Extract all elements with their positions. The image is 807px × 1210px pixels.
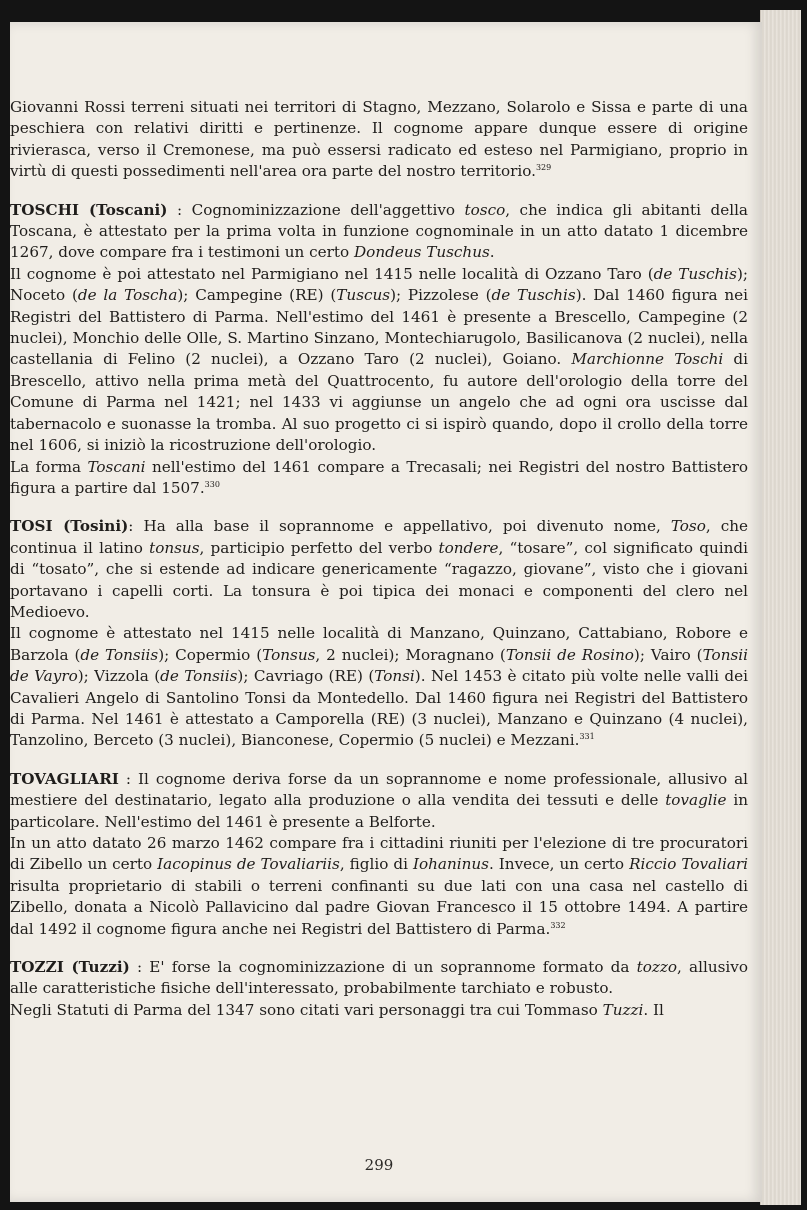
text: di Brescello, attivo nella prima metà del Quattrocento, fu autore dell'orologio della torre del Comune di Parma nel 1421; nel 1433 vi aggiunse un angelo che ad ogni ora uscisse dal tabernacolo e suonasse la tromba. Al suo progetto ci si ispirò quando, dopo il crollo della torre nel 1606, si iniziò la ricostruzione dell'orologio.	[10, 350, 748, 455]
text: ); Campegine (RE) (	[177, 286, 337, 305]
entry-rossi-continuation	[10, 97, 748, 183]
entry-tozzi	[10, 957, 748, 1021]
italic-text: Iacopinus de Tovaliariis	[157, 855, 340, 874]
text: : Ha alla base il soprannome e appellativo, poi divenuto nome,	[128, 517, 671, 536]
text: nell'estimo del 1461 compare a Trecasali; nei Registri del nostro Battistero figura a partire dal 1507.	[10, 457, 748, 497]
page-edges	[760, 10, 801, 1205]
entry-heading: TOZZI (Tuzzi)	[10, 958, 130, 977]
text: ); Noceto (	[10, 264, 748, 305]
text: , che continua il latino	[10, 517, 748, 557]
italic-text: tonsus	[149, 538, 200, 557]
italic-text: de Tuschis	[491, 286, 576, 305]
book-page	[10, 22, 762, 1202]
paragraph	[10, 516, 748, 623]
text: Il cognome è attestato nel 1415 nelle località di Manzano, Quinzano, Cattabiano, Robore e Barzola (	[10, 624, 748, 664]
italic-text: de la Toscha	[77, 286, 178, 305]
text: ); Vizzola (	[77, 667, 161, 686]
entry-tovagliari	[10, 769, 748, 940]
text: : E' forse la cognominizzazione di un soprannome formato da	[129, 958, 637, 977]
italic-text: Tonsii de Vayro	[10, 645, 748, 686]
text: . Il	[643, 1000, 664, 1019]
italic-text: Tuzzi	[602, 1000, 644, 1019]
text: . Invece, un certo	[488, 855, 630, 874]
entry-heading: TOSI (Tosini)	[10, 517, 129, 536]
text: La forma	[10, 457, 88, 476]
italic-text: tosco	[464, 200, 506, 219]
italic-text: Tuscus	[336, 286, 391, 305]
footnote-ref: 331	[579, 732, 595, 742]
paragraph	[10, 97, 748, 183]
text: , che indica gli abitanti della Toscana, è attestato per la prima volta in funzione cognominale in un atto datato 1 dicembre 1267, dove compare fra i testimoni un certo	[10, 200, 748, 262]
text: , 2 nuclei); Moragnano (	[315, 645, 506, 664]
paragraph	[10, 200, 748, 264]
italic-text: de Tuschis	[653, 264, 737, 283]
italic-text: Dondeus Tuschus	[354, 243, 490, 262]
italic-text: Tonsus	[262, 645, 316, 664]
italic-text: Iohaninus	[412, 855, 489, 874]
footnote-ref: 329	[535, 163, 552, 173]
italic-text: Riccio Tovaliari	[629, 855, 748, 874]
text: , participio perfetto del verbo	[199, 538, 439, 557]
italic-text: Marchionne Toschi	[571, 350, 724, 369]
paragraph	[10, 623, 748, 751]
italic-text: Toscani	[87, 457, 146, 476]
paragraph	[10, 1000, 748, 1021]
text: : Il cognome deriva forse da un soprannome e nome professionale, allusivo al mestiere del destinatario, legato alla produzione o alla vendita dei tessuti e delle	[10, 769, 748, 810]
text: , “tosare”, col significato quindi di “tosato”, che si estende ad indicare genericamente “ragazzo, giovane”, visto che i giovani portavano i capelli corti. La tonsura è poi tipica dei monaci e componenti del clero nel Medioevo.	[10, 538, 748, 621]
page-number: 299	[364, 1156, 394, 1174]
paragraph	[10, 957, 748, 1000]
text: .	[489, 243, 495, 262]
italic-text: tondere	[438, 538, 499, 557]
text: Il cognome è poi attestato nel Parmigiano nel 1415 nelle località di Ozzano Taro (	[10, 264, 654, 283]
text: in particolare. Nell'estimo del 1461 è presente a Belforte.	[10, 791, 748, 831]
footnote-ref: 330	[204, 479, 220, 489]
text: , figlio di	[339, 855, 413, 874]
page-body	[10, 97, 748, 1137]
italic-text: tozzo	[636, 958, 678, 977]
entry-tosi	[10, 516, 748, 751]
paragraph	[10, 833, 748, 940]
text: Giovanni Rossi terreni situati nei territori di Stagno, Mezzano, Solarolo e Sissa e parte di una peschiera con relativi diritti e pertinenze. Il cognome appare dunque essere di origine rivierasca, verso il Cremonese, ma può essersi radicato ed esteso nel Parmigiano, proprio in virtù di questi possedimenti nell'area ora parte del nostro territorio.	[10, 98, 748, 181]
text: : Cognominizzazione dell'aggettivo	[167, 200, 465, 219]
text: ). Nel 1453 è citato più volte nelle valli dei Cavalieri Angelo di Santolino Tonsi da Montedello. Dal 1460 figura nei Registri del Battistero di Parma. Nel 1461 è attestato a Camporella (RE) (3 nuclei), Manzano e Quinzano (4 nuclei), Tanzolino, Berceto (3 nuclei), Bianconese, Copermio (5 nuclei) e Mezzani.	[10, 667, 748, 750]
text: ); Pizzolese (	[390, 286, 492, 305]
text: , allusivo alle caratteristiche fisiche dell'interessato, probabilmente tarchiato e robusto.	[10, 958, 748, 998]
italic-text: Tonsi	[374, 667, 415, 686]
italic-text: Tonsii de Rosino	[505, 645, 634, 664]
italic-text: de Tonsiis	[160, 667, 238, 686]
text: In un atto datato 26 marzo 1462 compare fra i cittadini riuniti per l'elezione di tre procuratori di Zibello un certo	[10, 834, 748, 874]
entry-toschi	[10, 200, 748, 500]
text: ). Dal 1460 figura nei Registri del Battistero di Parma. Nell'estimo del 1461 è presente a Brescello, Campegine (2 nuclei), Monchio delle Olle, S. Martino Sinzano, Montechiarugolo, Basilicanova (2 nuclei), nella castellania di Felino (2 nuclei), a Ozzano Taro (2 nuclei), Goiano.	[10, 286, 748, 369]
text: ); Cavriago (RE) (	[237, 667, 375, 686]
paragraph	[10, 264, 748, 457]
footnote-ref: 332	[550, 920, 566, 930]
text: ); Vairo (	[633, 645, 703, 664]
text: ); Copermio (	[158, 645, 263, 664]
text: Negli Statuti di Parma del 1347 sono citati vari personaggi tra cui Tommaso	[10, 1000, 603, 1019]
entry-heading: TOVAGLIARI	[10, 769, 119, 788]
text: risulta proprietario di stabili o terreni confinanti su due lati con una casa nel castello di Zibello, donata a Nicolò Pallavicino dal padre Giovan Francesco il 15 ottobre 1494. A partire dal 1492 il cognome figura anche nei Registri del Battistero di Parma.	[10, 876, 748, 938]
paragraph	[10, 457, 748, 500]
paragraph	[10, 769, 748, 833]
italic-text: de Tonsiis	[80, 645, 159, 664]
italic-text: tovaglie	[665, 791, 727, 810]
italic-text: Toso	[670, 517, 706, 536]
entry-heading: TOSCHI (Toscani)	[10, 200, 168, 219]
